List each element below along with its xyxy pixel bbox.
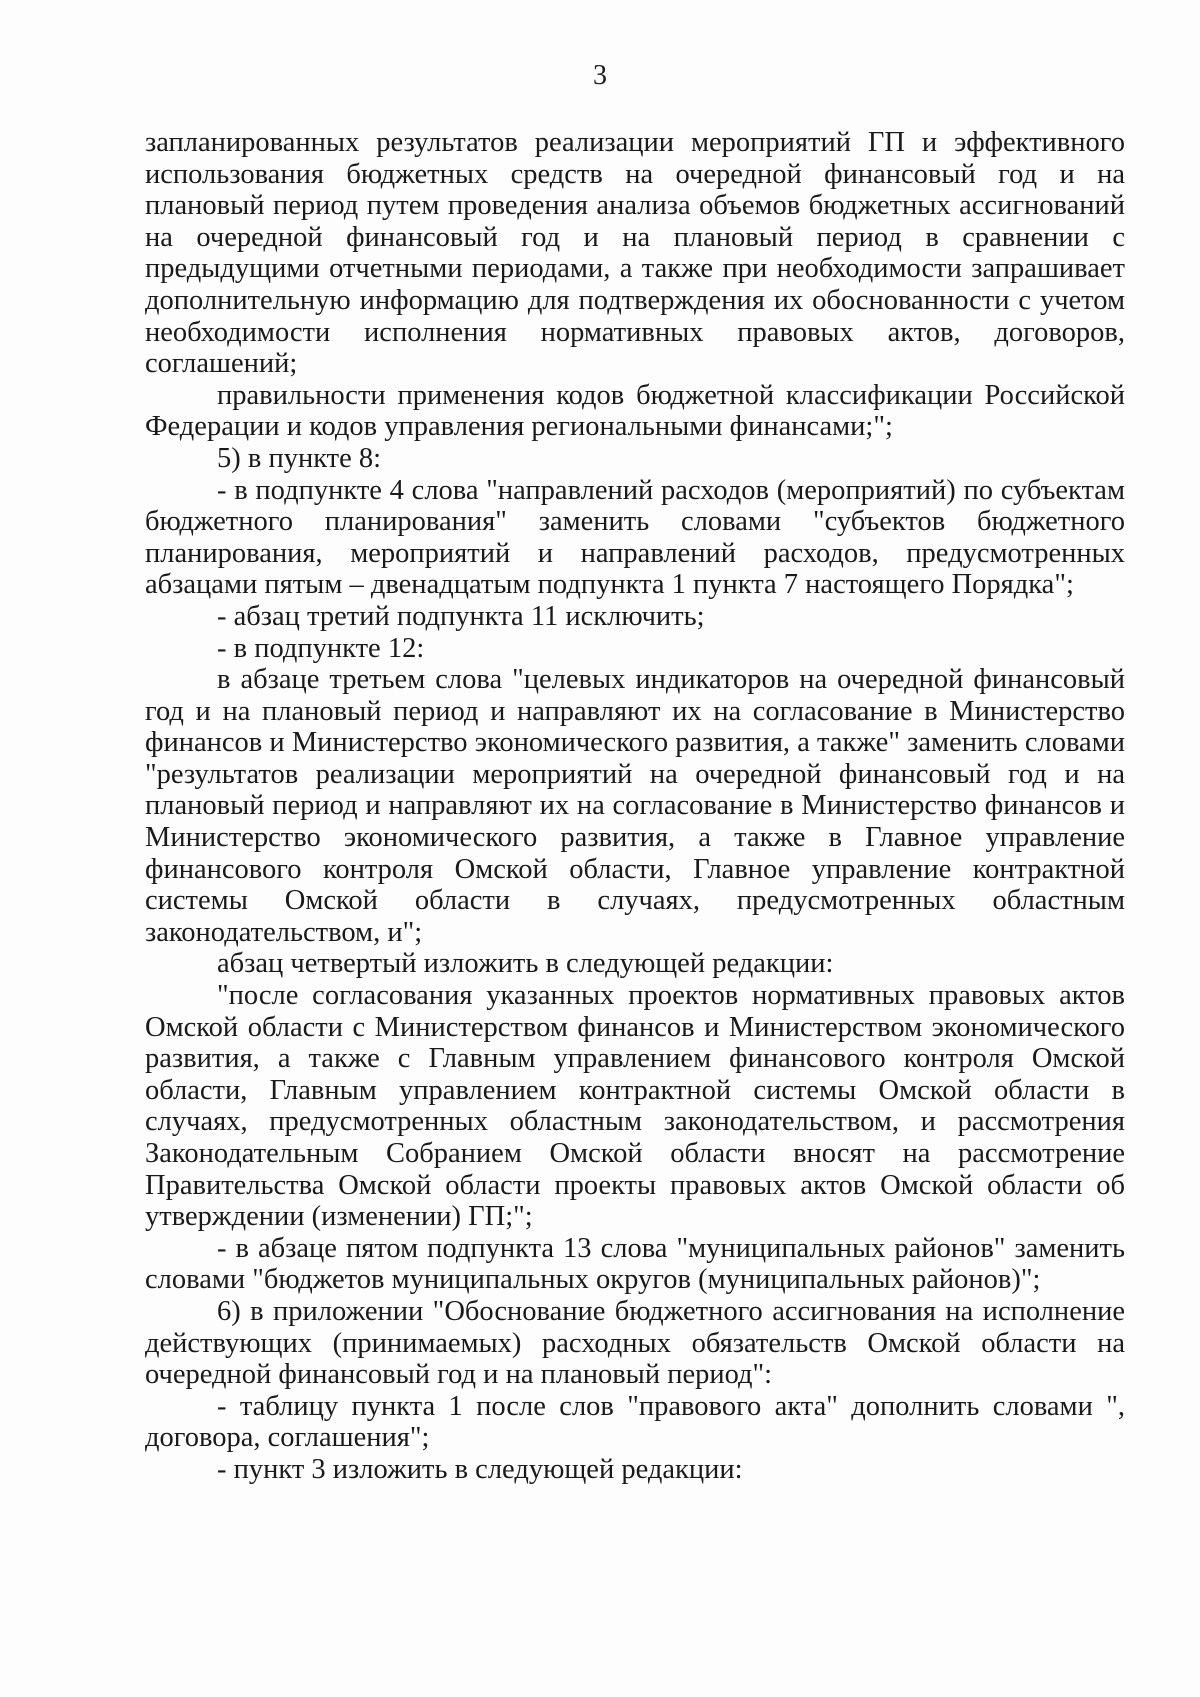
paragraph: - в абзаце пятом подпункта 13 слова "муниципальных районов" заменить словами "бюджетов муниципальных округов (муниципальных районов)"; xyxy=(145,1232,1125,1296)
paragraph: 6) в приложении "Обоснование бюджетного ассигнования на исполнение действующих (принимаемых) расходных обязательств Омской области на очередной финансовый год и на плановый период": xyxy=(145,1295,1125,1391)
paragraph: в абзаце третьем слова "целевых индикаторов на очередной финансовый год и на плановый период и направляют их на согласование в Министерство финансов и Министерство экономического развития, а также" заменить словами "результатов реализации мероприятий на очередной финансовый год и на плановый период и направляют их на согласование в Министерство финансов и Министерство экономического развития, а также в Главное управление финансового контроля Омской области, Главное управление контрактной системы Омской области в случаях, предусмотренных областным законодательством, и"; xyxy=(145,664,1125,948)
paragraph: - абзац третий подпункта 11 исключить; xyxy=(217,600,705,632)
paragraph: - таблицу пункта 1 после слов "правового акта" дополнить словами ", договора, соглашения"; xyxy=(145,1390,1125,1454)
paragraph: правильности применения кодов бюджетной классификации Российской Федерации и кодов управления региональными финансами;"; xyxy=(145,379,1125,443)
paragraph: - пункт 3 изложить в следующей редакции: xyxy=(217,1453,743,1485)
paragraph: абзац четвертый изложить в следующей редакции: xyxy=(217,948,834,980)
document-body xyxy=(145,127,1125,1486)
paragraph: "после согласования указанных проектов нормативных правовых актов Омской области с Министерством финансов и Министерством экономического развития, а также с Главным управлением финансового контроля Омской области, Главным управлением контрактной системы Омской области в случаях, предусмотренных областным законодательством, и рассмотрения Законодательным Собранием Омской области вносят на рассмотрение Правительства Омской области проекты правовых актов Омской области об утверждении (изменении) ГП;"; xyxy=(145,980,1125,1233)
paragraph: - в подпункте 12: xyxy=(217,632,425,664)
paragraph: - в подпункте 4 слова "направлений расходов (мероприятий) по субъектам бюджетного планирования" заменить словами "субъектов бюджетного планирования, мероприятий и направлений расходов, предусмотренных абзацами пятым – двенадцатым подпункта 1 пункта 7 настоящего Порядка"; xyxy=(145,474,1125,601)
page-number: 3 xyxy=(593,60,607,91)
paragraph: запланированных результатов реализации мероприятий ГП и эффективного использования бюджетных средств на очередной финансовый год и на плановый период путем проведения анализа объемов бюджетных ассигнований на очередной финансовый год и на плановый период в сравнении с предыдущими отчетными периодами, а также при необходимости запрашивает дополнительную информацию для подтверждения их обоснованности с учетом необходимости исполнения нормативных правовых актов, договоров, соглашений; xyxy=(145,127,1125,380)
paragraph: 5) в пункте 8: xyxy=(217,442,382,474)
